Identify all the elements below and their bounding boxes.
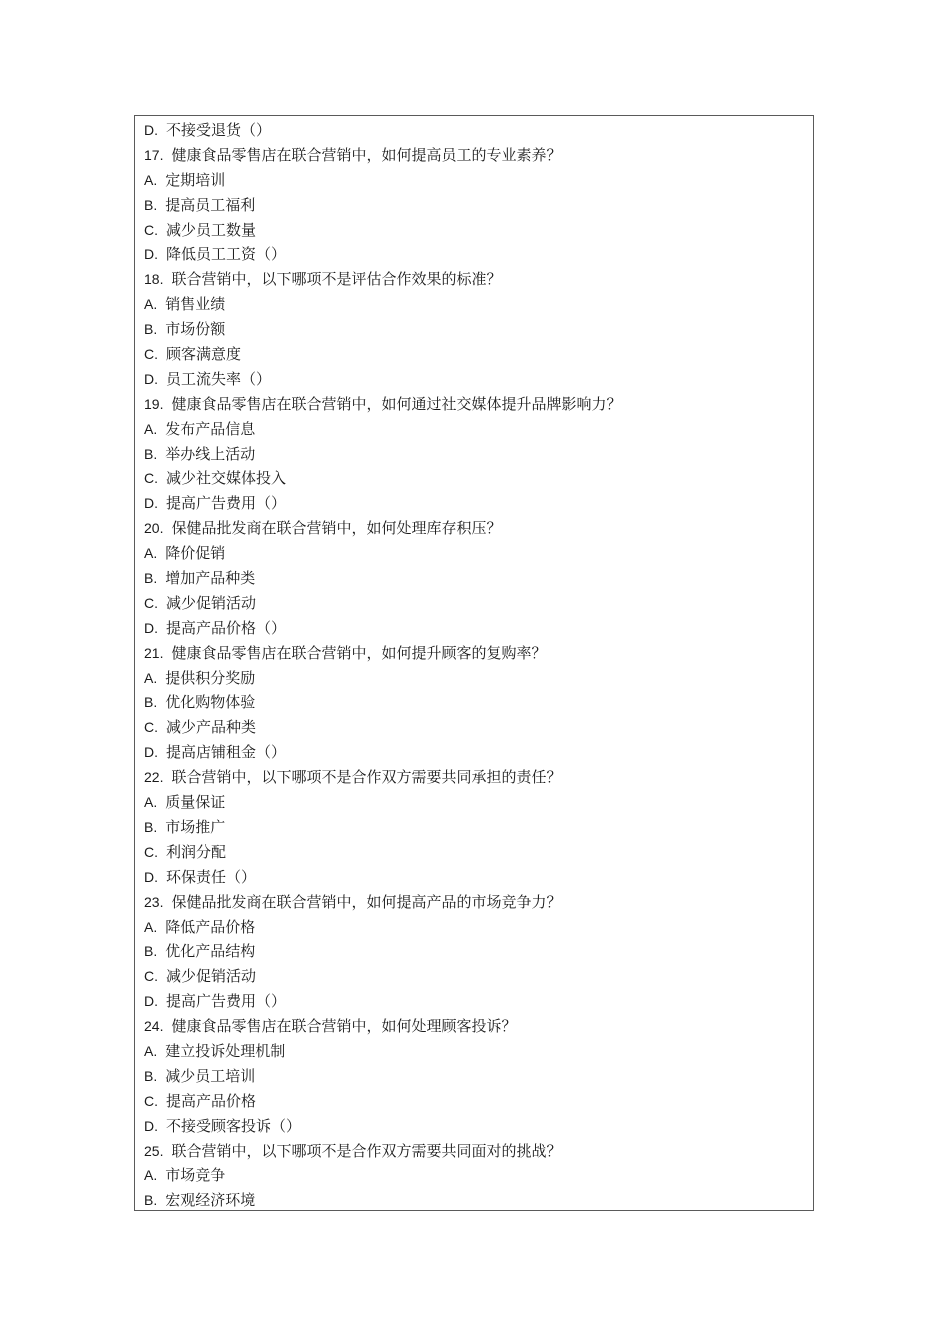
option-text: 提高广告费用（） — [166, 494, 287, 513]
option-line — [135, 1188, 813, 1211]
option-line — [135, 939, 813, 964]
option-text: 提供积分奖励 — [165, 668, 256, 687]
question-text: 联合营销中，以下哪项不是合作双方需要共同承担的责任？ — [171, 768, 562, 787]
option-line — [135, 840, 813, 865]
option-line — [135, 1064, 813, 1089]
question-number: 19. — [144, 395, 164, 412]
option-label: C. — [144, 346, 158, 363]
option-line — [135, 292, 813, 317]
question-number: 18. — [144, 271, 164, 288]
option-label: D. — [144, 122, 158, 138]
question-text: 联合营销中，以下哪项不是合作双方需要共同面对的挑战？ — [171, 1141, 562, 1160]
option-text: 减少促销活动 — [166, 967, 257, 986]
option-line — [135, 1163, 813, 1188]
option-line — [135, 616, 813, 641]
option-text: 增加产品种类 — [165, 569, 256, 588]
question-number: 17. — [144, 146, 164, 163]
option-label: A. — [144, 1167, 158, 1184]
option-line — [135, 690, 813, 715]
option-label: D. — [144, 868, 158, 885]
option-line — [135, 118, 813, 143]
option-line — [135, 715, 813, 740]
option-label: A. — [144, 171, 158, 188]
option-text: 环保责任（） — [166, 867, 257, 886]
question-line — [135, 516, 813, 541]
option-label: B. — [144, 818, 158, 835]
option-label: A. — [144, 545, 158, 562]
option-line — [135, 1039, 813, 1064]
question-number: 22. — [144, 769, 164, 786]
option-text: 提高产品价格 — [166, 1091, 257, 1110]
option-line — [135, 740, 813, 765]
option-label: B. — [144, 445, 158, 462]
option-text: 优化产品结构 — [165, 942, 256, 961]
option-label: C. — [144, 470, 158, 487]
option-line — [135, 1114, 813, 1139]
option-text: 宏观经济环境 — [165, 1191, 256, 1210]
option-text: 优化购物体验 — [165, 693, 256, 712]
option-label: C. — [144, 221, 158, 238]
option-text: 市场推广 — [165, 817, 226, 836]
option-line — [135, 989, 813, 1014]
option-line — [135, 790, 813, 815]
option-text: 减少员工数量 — [166, 220, 257, 239]
option-text: 员工流失率（） — [166, 369, 272, 388]
option-label: C. — [144, 594, 158, 611]
question-number: 24. — [144, 1018, 164, 1035]
option-line — [135, 466, 813, 491]
option-label: C. — [144, 968, 158, 985]
option-text: 减少社交媒体投入 — [166, 469, 287, 488]
question-text: 健康食品零售店在联合营销中，如何提高员工的专业素养？ — [171, 145, 562, 164]
question-line — [135, 1139, 813, 1164]
option-line — [135, 193, 813, 218]
option-line — [135, 865, 813, 890]
option-line — [135, 367, 813, 392]
option-label: B. — [144, 570, 158, 587]
option-text: 降低产品价格 — [165, 917, 256, 936]
document-frame — [134, 115, 814, 1211]
option-text: 提高店铺租金（） — [166, 743, 287, 762]
question-line — [135, 765, 813, 790]
question-text: 联合营销中，以下哪项不是评估合作效果的标准？ — [171, 270, 502, 289]
option-line — [135, 168, 813, 193]
option-text: 市场份额 — [165, 320, 226, 339]
option-text: 不接受顾客投诉（） — [166, 1116, 302, 1135]
option-line — [135, 541, 813, 566]
question-text: 保健品批发商在联合营销中，如何提高产品的市场竞争力？ — [171, 892, 562, 911]
option-line — [135, 317, 813, 342]
option-text: 不接受退货（） — [166, 121, 272, 139]
option-text: 市场竞争 — [165, 1166, 226, 1185]
option-text: 提高员工福利 — [165, 195, 256, 214]
option-label: B. — [144, 943, 158, 960]
option-line — [135, 342, 813, 367]
option-label: B. — [144, 321, 158, 338]
question-number: 20. — [144, 520, 164, 537]
option-label: D. — [144, 246, 158, 263]
question-number: 25. — [144, 1142, 164, 1159]
option-line — [135, 591, 813, 616]
question-line — [135, 143, 813, 168]
option-label: A. — [144, 296, 158, 313]
option-line — [135, 491, 813, 516]
question-number: 23. — [144, 893, 164, 910]
option-label: C. — [144, 1092, 158, 1109]
question-line — [135, 641, 813, 666]
question-text: 保健品批发商在联合营销中，如何处理库存积压？ — [171, 519, 502, 538]
option-text: 举办线上活动 — [165, 444, 256, 463]
option-label: B. — [144, 196, 158, 213]
option-text: 提高产品价格（） — [166, 618, 287, 637]
option-text: 销售业绩 — [165, 295, 226, 314]
option-line — [135, 566, 813, 591]
option-label: B. — [144, 1067, 158, 1084]
question-text: 健康食品零售店在联合营销中，如何通过社交媒体提升品牌影响力？ — [171, 394, 622, 413]
option-text: 发布产品信息 — [165, 419, 256, 438]
option-label: D. — [144, 1117, 158, 1134]
option-text: 降价促销 — [165, 544, 226, 563]
option-line — [135, 242, 813, 267]
option-label: D. — [144, 993, 158, 1010]
option-label: D. — [144, 370, 158, 387]
option-label: A. — [144, 918, 158, 935]
question-line — [135, 267, 813, 292]
option-text: 利润分配 — [166, 842, 227, 861]
option-line — [135, 442, 813, 467]
option-text: 建立投诉处理机制 — [165, 1041, 286, 1060]
option-label: B. — [144, 694, 158, 711]
question-number: 21. — [144, 644, 164, 661]
option-text: 提高广告费用（） — [166, 992, 287, 1011]
option-label: A. — [144, 794, 158, 811]
option-text: 质量保证 — [165, 793, 226, 812]
question-line — [135, 1014, 813, 1039]
option-label: D. — [144, 744, 158, 761]
question-line — [135, 890, 813, 915]
question-text: 健康食品零售店在联合营销中，如何提升顾客的复购率？ — [171, 643, 547, 662]
option-label: C. — [144, 719, 158, 736]
option-label: A. — [144, 420, 158, 437]
question-text: 健康食品零售店在联合营销中，如何处理顾客投诉？ — [171, 1017, 517, 1036]
option-line — [135, 1089, 813, 1114]
option-line — [135, 964, 813, 989]
option-text: 减少员工培训 — [165, 1066, 256, 1085]
option-label: B. — [144, 1192, 158, 1209]
option-label: D. — [144, 495, 158, 512]
option-text: 减少产品种类 — [166, 718, 257, 737]
option-line — [135, 666, 813, 691]
option-text: 降低员工工资（） — [166, 245, 287, 264]
option-text: 减少促销活动 — [166, 593, 257, 612]
option-label: D. — [144, 619, 158, 636]
option-text: 定期培训 — [165, 170, 226, 189]
option-label: A. — [144, 1042, 158, 1059]
option-label: C. — [144, 843, 158, 860]
option-line — [135, 417, 813, 442]
option-text: 顾客满意度 — [166, 345, 242, 364]
question-line — [135, 392, 813, 417]
option-line — [135, 915, 813, 940]
option-label: A. — [144, 669, 158, 686]
option-line — [135, 218, 813, 243]
option-line — [135, 815, 813, 840]
